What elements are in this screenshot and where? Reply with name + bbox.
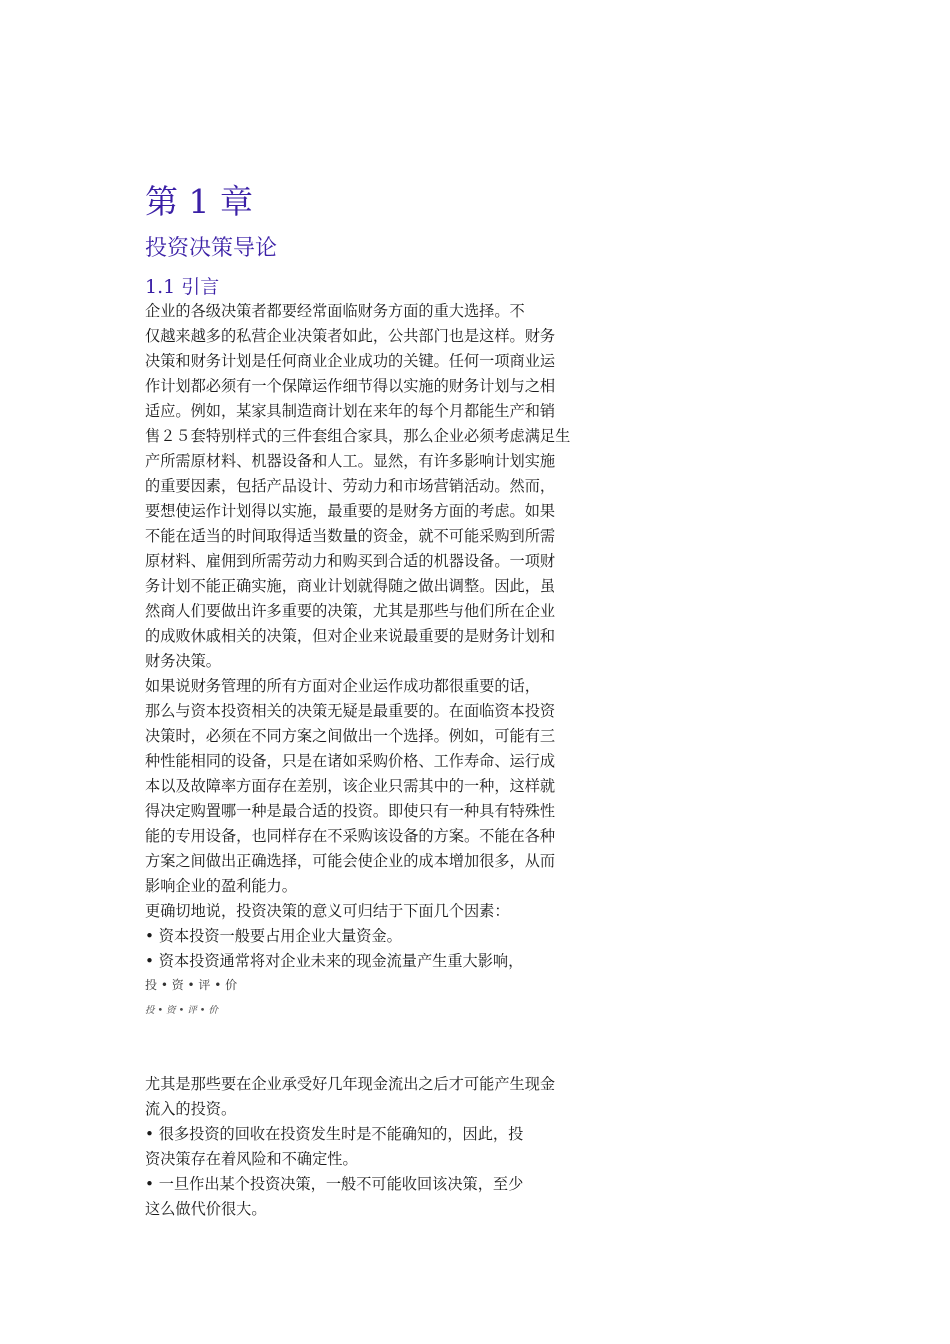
text-line: 售２５套特别样式的三件套组合家具，那么企业必须考虑满足生 — [145, 427, 571, 445]
text-line: 仅越来越多的私营企业决策者如此，公共部门也是这样。财务 — [145, 327, 556, 345]
bullet-item: • 一旦作出某个投资决策，一般不可能收回该决策，至少 — [145, 1175, 524, 1193]
running-head: 投 • 资 • 评 • 价 — [145, 978, 238, 992]
text-line: 不能在适当的时间取得适当数量的资金，就不可能采购到所需 — [145, 527, 556, 545]
section-heading: 1.1 引言 — [145, 276, 220, 298]
text-line: 方案之间做出正确选择，可能会使企业的成本增加很多，从而 — [145, 852, 556, 870]
text-line: 然商人们要做出许多重要的决策，尤其是那些与他们所在企业 — [145, 602, 556, 620]
text-line: 的重要因素，包括产品设计、劳动力和市场营销活动。然而， — [145, 477, 556, 495]
text-line: 那么与资本投资相关的决策无疑是最重要的。在面临资本投资 — [145, 702, 556, 720]
bullet-item: • 资本投资一般要占用企业大量资金。 — [145, 927, 402, 945]
text-line: 影响企业的盈利能力。 — [145, 877, 297, 895]
text-line: 如果说财务管理的所有方面对企业运作成功都很重要的话， — [145, 677, 540, 695]
text-line: 要想使运作计划得以实施，最重要的是财务方面的考虑。如果 — [145, 502, 556, 520]
text-line: 这么做代价很大。 — [145, 1200, 267, 1218]
text-line: 种性能相同的设备，只是在诸如采购价格、工作寿命、运行成 — [145, 752, 556, 770]
text-line: 决策时，必须在不同方案之间做出一个选择。例如，可能有三 — [145, 727, 556, 745]
running-head-small: 投 • 资 • 评 • 价 — [145, 1005, 218, 1016]
text-line: 适应。例如，某家具制造商计划在来年的每个月都能生产和销 — [145, 402, 556, 420]
text-line: 企业的各级决策者都要经常面临财务方面的重大选择。不 — [145, 302, 525, 320]
text-line: 的成败休戚相关的决策，但对企业来说最重要的是财务计划和 — [145, 627, 556, 645]
text-line: 流入的投资。 — [145, 1100, 237, 1118]
text-line: 更确切地说，投资决策的意义可归结于下面几个因素： — [145, 902, 510, 920]
bullet-item: • 资本投资通常将对企业未来的现金流量产生重大影响， — [145, 952, 524, 970]
text-line: 本以及故障率方面存在差别，该企业只需其中的一种，这样就 — [145, 777, 556, 795]
text-line: 产所需原材料、机器设备和人工。显然，有许多影响计划实施 — [145, 452, 556, 470]
text-line: 原材料、雇佣到所需劳动力和购买到合适的机器设备。一项财 — [145, 552, 556, 570]
chapter-title: 投资决策导论 — [145, 236, 278, 261]
text-line: 能的专用设备，也同样存在不采购该设备的方案。不能在各种 — [145, 827, 556, 845]
text-line: 尤其是那些要在企业承受好几年现金流出之后才可能产生现金 — [145, 1075, 556, 1093]
chapter-heading: 第 1 章 — [145, 182, 253, 221]
text-line: 作计划都必须有一个保障运作细节得以实施的财务计划与之相 — [145, 377, 556, 395]
text-line: 务计划不能正确实施，商业计划就得随之做出调整。因此，虽 — [145, 577, 556, 595]
text-line: 财务决策。 — [145, 652, 221, 670]
text-line: 资决策存在着风险和不确定性。 — [145, 1150, 358, 1168]
text-line: 决策和财务计划是任何商业企业成功的关键。任何一项商业运 — [145, 352, 556, 370]
bullet-item: • 很多投资的回收在投资发生时是不能确知的，因此，投 — [145, 1125, 524, 1143]
text-line: 得决定购置哪一种是最合适的投资。即使只有一种具有特殊性 — [145, 802, 556, 820]
